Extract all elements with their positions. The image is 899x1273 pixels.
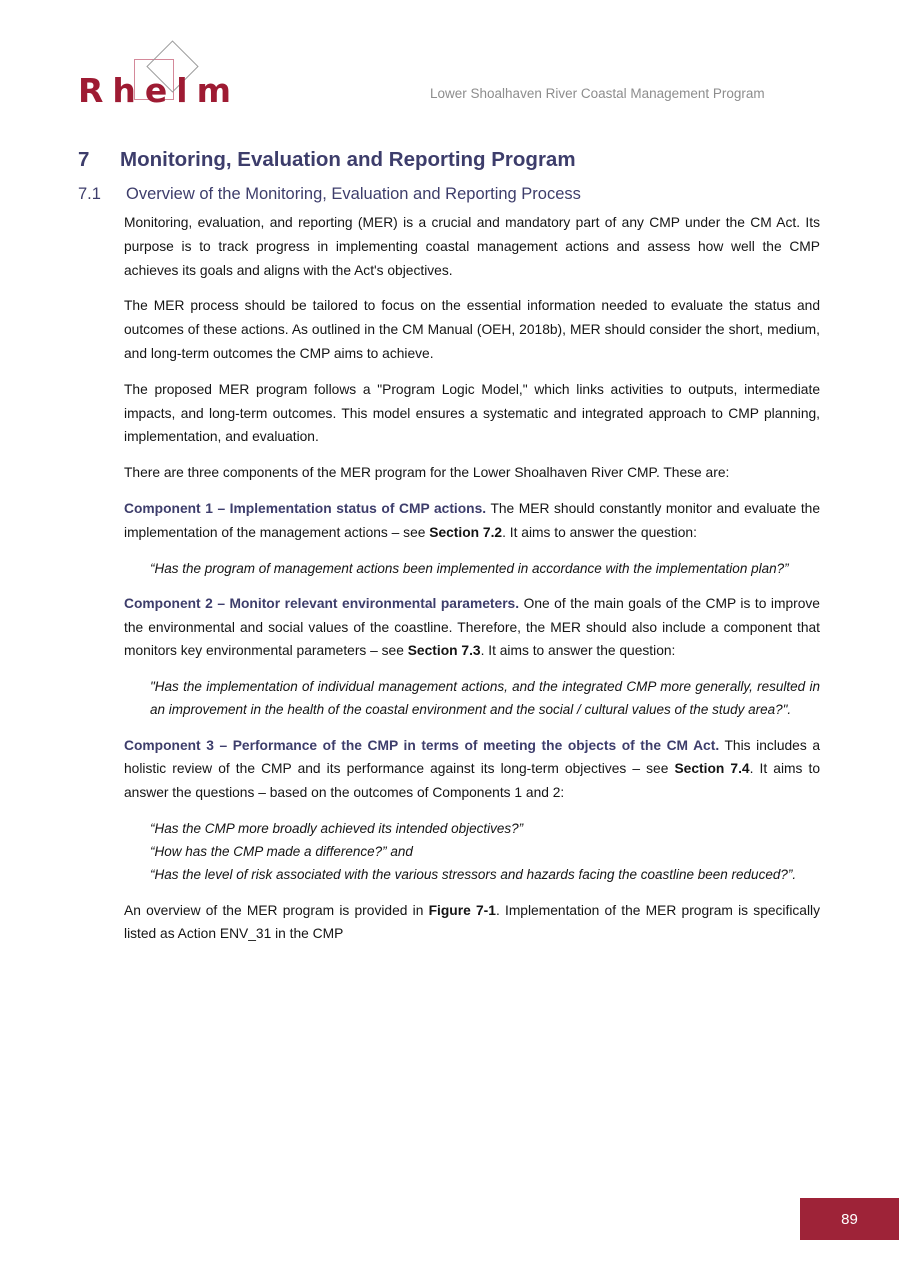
rhelm-logo [78, 50, 248, 114]
quote-component-3-a: “Has the CMP more broadly achieved its intended objectives?” [150, 820, 524, 836]
component-3-text-b: . It aims to answer the questions – based on the outcomes of Components 1 and 2: [124, 761, 820, 801]
paragraph-component-2 [124, 592, 820, 663]
heading-section-7 [78, 148, 838, 172]
heading-7-number: 7 [78, 148, 90, 171]
component-3-section-ref: Section 7.4 [674, 761, 750, 777]
paragraph-intro-mer: Monitoring, evaluation, and reporting (MER) is a crucial and mandatory part of any CMP under the CM Act. Its purpose is to track progress in implementing coastal management actions and assess how well the CMP achieves its goals and aligns with the Act's objectives. [124, 215, 820, 278]
body-content [124, 211, 820, 946]
component-1-text-a: The MER should constantly monitor and evaluate the implementation of the management actions – see [124, 500, 820, 540]
page-number-badge [800, 1198, 899, 1240]
page-number-label: 89 [841, 1210, 858, 1228]
figure-ref-text-a: An overview of the MER program is provided in [124, 902, 429, 918]
component-1-section-ref: Section 7.2 [429, 524, 503, 540]
heading-section-7-1 [78, 185, 838, 204]
component-1-lead: Component 1 – Implementation status of CMP actions. [124, 500, 487, 516]
quote-component-3-b: “How has the CMP made a difference?” and [150, 844, 413, 860]
component-2-section-ref: Section 7.3 [407, 643, 481, 659]
paragraph-program-logic-model: The proposed MER program follows a "Program Logic Model," which links activities to outputs, intermediate impacts, and long-term outcomes. This model ensures a systematic and integrated approach to CMP planning, implementation, and evaluation. [124, 381, 820, 445]
paragraph-component-3 [124, 734, 820, 805]
quote-component-3-c: “Has the level of risk associated with the various stressors and hazards facing the coastline been reduced?”. [150, 867, 797, 883]
paragraph-component-1 [124, 497, 820, 545]
heading-7-title: Monitoring, Evaluation and Reporting Program [120, 148, 576, 171]
logo-wordmark: Rhelm [78, 71, 240, 110]
figure-ref-text-b: . Implementation of the MER program is specifically listed as Action ENV_31 in the CMP [124, 902, 820, 942]
component-2-text-a: One of the main goals of the CMP is to improve the environmental and social values of the coastline. Therefore, the MER should also include a component that monitors key environmental parameters – see [124, 595, 820, 659]
component-3-lead: Component 3 – Performance of the CMP in terms of meeting the objects of the CM Act. [124, 737, 720, 753]
component-3-text-a: This includes a holistic review of the CMP and its performance against its long-term objectives – see [124, 737, 821, 777]
component-1-text-b: . It aims to answer the question: [502, 524, 697, 540]
figure-ref-label: Figure 7-1 [428, 902, 496, 918]
paragraph-figure-reference [124, 899, 820, 947]
header-document-title: Lower Shoalhaven River Coastal Management Program [430, 86, 765, 101]
paragraph-mer-process: The MER process should be tailored to focus on the essential information needed to evaluate the status and outcomes of these actions. As outlined in the CM Manual (OEH, 2018b), MER should consider the short, medium, and long-term outcomes the CMP aims to achieve. [124, 298, 820, 361]
quote-component-2: "Has the implementation of individual management actions, and the integrated CMP more generally, resulted in an improvement in the health of the coastal environment and the social / cultural values of the study area?". [150, 679, 820, 718]
paragraph-three-components: There are three components of the MER program for the Lower Shoalhaven River CMP. These are: [124, 465, 730, 481]
quote-component-1: “Has the program of management actions been implemented in accordance with the implementation plan?” [150, 560, 789, 576]
heading-7-1-number: 7.1 [78, 185, 101, 203]
page-header [0, 44, 899, 114]
heading-7-1-title: Overview of the Monitoring, Evaluation and Reporting Process [126, 185, 581, 203]
component-2-text-b: . It aims to answer the question: [480, 643, 676, 659]
component-2-lead: Component 2 – Monitor relevant environmental parameters. [124, 595, 520, 611]
